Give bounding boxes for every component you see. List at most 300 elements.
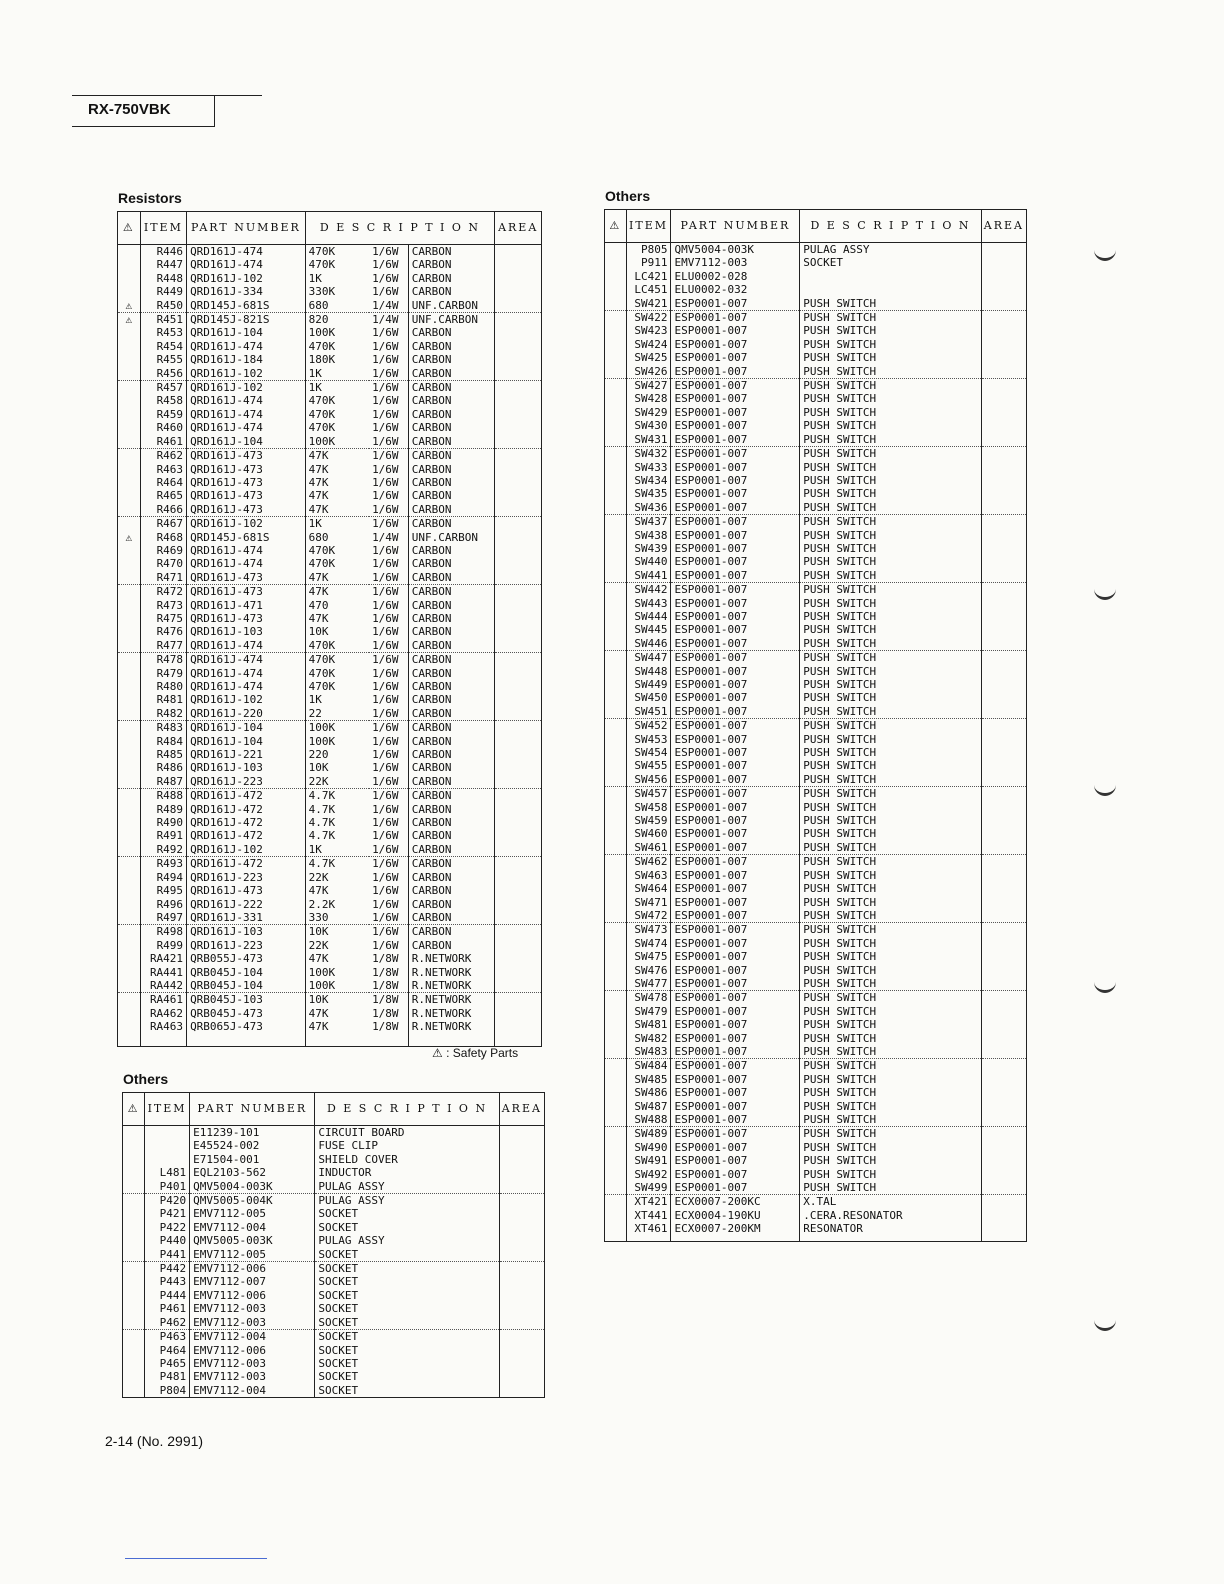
item-cell: R488	[140, 789, 186, 803]
table-row	[605, 597, 1027, 610]
item-cell: R470	[140, 557, 186, 570]
item-cell: SW490	[626, 1141, 671, 1154]
area-cell	[981, 691, 1026, 704]
value-cell: 10K	[308, 761, 329, 775]
power-cell: 1/6W	[369, 571, 408, 585]
resistors-title: Resistors	[118, 190, 182, 206]
table-row	[118, 367, 542, 381]
area-cell	[981, 950, 1026, 963]
power-cell: 1/6W	[369, 476, 408, 489]
description-cell: PUSH SWITCH	[800, 351, 982, 364]
item-cell: P443	[145, 1275, 190, 1288]
safety-mark	[118, 489, 141, 502]
item-cell: SW442	[626, 583, 671, 597]
table-row	[118, 775, 542, 789]
area-cell	[981, 827, 1026, 840]
area-cell	[495, 680, 542, 693]
part-number-cell: QRD161J-473	[187, 612, 306, 625]
power-cell: 1/8W	[369, 966, 408, 979]
description-cell: FUSE CLIP	[315, 1139, 499, 1152]
item-cell: SW433	[626, 461, 671, 474]
description-cell: PUSH SWITCH	[800, 882, 982, 895]
binder-hole-mark	[1094, 248, 1116, 261]
type-cell: CARBON	[408, 735, 495, 748]
type-cell: CARBON	[408, 667, 495, 680]
safety-mark	[605, 801, 627, 814]
area-cell	[499, 1316, 544, 1330]
area-cell	[495, 599, 542, 612]
part-number-cell: EMV7112-006	[190, 1262, 315, 1276]
table-row	[123, 1370, 545, 1383]
description-cell: PUSH SWITCH	[800, 461, 982, 474]
binder-hole-mark	[1094, 587, 1116, 600]
item-cell: R493	[140, 857, 186, 871]
value-cell: 330	[305, 911, 369, 925]
col-safety: ⚠	[123, 1093, 145, 1126]
description-cell: PUSH SWITCH	[800, 392, 982, 405]
part-number-cell: ESP0001-007	[671, 787, 800, 801]
area-cell	[495, 721, 542, 735]
part-number-cell: QRD161J-474	[187, 557, 306, 570]
power-cell: 1/8W	[369, 1007, 408, 1020]
table-row	[605, 351, 1027, 364]
safety-mark	[605, 297, 627, 311]
table-row	[118, 1007, 542, 1020]
resistors-table	[117, 211, 542, 1047]
item-cell: SW483	[626, 1045, 671, 1059]
area-cell	[495, 653, 542, 667]
safety-mark	[118, 653, 141, 667]
power-cell: 1/6W	[369, 939, 408, 952]
safety-mark	[605, 841, 627, 855]
safety-mark	[605, 583, 627, 597]
part-number-cell: QRD161J-334	[187, 285, 306, 298]
area-cell	[981, 447, 1026, 461]
area-cell	[981, 623, 1026, 636]
table-row	[118, 557, 542, 570]
item-cell: R499	[140, 939, 186, 952]
part-number-cell: QRB055J-473	[187, 952, 306, 965]
type-cell: CARBON	[408, 939, 495, 952]
type-cell: CARBON	[408, 748, 495, 761]
safety-mark	[118, 612, 141, 625]
safety-mark	[605, 991, 627, 1005]
part-number-cell: QRD161J-103	[187, 925, 306, 939]
value-cell: 47K	[308, 1020, 329, 1034]
area-cell	[495, 353, 542, 366]
item-cell: SW486	[626, 1086, 671, 1099]
table-row	[605, 461, 1027, 474]
area-cell	[981, 351, 1026, 364]
safety-mark	[123, 1330, 145, 1344]
part-number-cell: ESP0001-007	[671, 1100, 800, 1113]
safety-mark	[605, 447, 627, 461]
part-number-cell: QRD161J-472	[187, 829, 306, 842]
power-cell: 1/6W	[369, 667, 408, 680]
table-row	[605, 977, 1027, 991]
area-cell	[981, 501, 1026, 515]
type-cell: CARBON	[408, 258, 495, 271]
description-cell: PUSH SWITCH	[800, 909, 982, 923]
safety-mark	[605, 338, 627, 351]
part-number-cell: QRD161J-474	[187, 258, 306, 271]
area-cell	[495, 449, 542, 463]
part-number-cell: EMV7112-003	[190, 1302, 315, 1315]
value-cell: 47K	[308, 489, 329, 503]
item-cell: P911	[626, 256, 671, 269]
table-row	[118, 653, 542, 667]
type-cell: CARBON	[408, 585, 495, 599]
safety-mark	[123, 1126, 145, 1140]
item-cell: R480	[140, 680, 186, 693]
item-cell: R479	[140, 667, 186, 680]
safety-mark	[118, 571, 141, 585]
area-cell	[495, 816, 542, 829]
power-cell: 1/8W	[369, 952, 408, 965]
table-row	[605, 1181, 1027, 1195]
part-number-cell: ESP0001-007	[671, 406, 800, 419]
description-cell: PUSH SWITCH	[800, 1045, 982, 1059]
description-cell: PUSH SWITCH	[800, 1154, 982, 1167]
safety-mark	[118, 557, 141, 570]
power-cell: 1/6W	[369, 735, 408, 748]
part-number-cell: QRD161J-471	[187, 599, 306, 612]
description-cell: PUSH SWITCH	[800, 529, 982, 542]
item-cell: R463	[140, 463, 186, 476]
type-cell: R.NETWORK	[408, 952, 495, 965]
type-cell: R.NETWORK	[408, 993, 495, 1007]
safety-mark	[123, 1166, 145, 1179]
power-cell: 1/6W	[369, 340, 408, 353]
value-cell: 22K	[308, 938, 329, 952]
item-cell: SW484	[626, 1059, 671, 1073]
item-cell: RA462	[140, 1007, 186, 1020]
safety-mark	[118, 1020, 141, 1033]
table-row	[123, 1248, 545, 1262]
type-cell: CARBON	[408, 612, 495, 625]
area-cell	[495, 803, 542, 816]
area-cell	[499, 1289, 544, 1302]
type-cell: CARBON	[408, 789, 495, 803]
area-cell	[495, 829, 542, 842]
table-row	[605, 583, 1027, 597]
type-cell: CARBON	[408, 898, 495, 911]
safety-mark	[118, 258, 141, 271]
area-cell	[495, 463, 542, 476]
item-cell: R446	[140, 245, 186, 259]
binder-hole-mark	[1094, 783, 1116, 796]
part-number-cell: QRD161J-472	[187, 816, 306, 829]
part-number-cell: QRD161J-104	[187, 735, 306, 748]
area-cell	[495, 489, 542, 502]
power-cell: 1/6W	[369, 707, 408, 721]
value-cell: 22K	[305, 775, 369, 789]
table-filler	[123, 1397, 545, 1398]
table-row	[605, 1141, 1027, 1154]
safety-mark	[123, 1234, 145, 1247]
value-cell: 47K	[308, 585, 329, 599]
item-cell: R457	[140, 381, 186, 395]
area-cell	[981, 529, 1026, 542]
part-number-cell: ECX0007-200KC	[671, 1195, 800, 1209]
value-cell: 1K	[305, 367, 369, 381]
table-row	[123, 1316, 545, 1330]
part-number-cell: QRB045J-103	[187, 993, 306, 1007]
type-cell: CARBON	[408, 245, 495, 259]
table-row	[118, 503, 542, 517]
part-number-cell: ESP0001-007	[671, 665, 800, 678]
power-cell: 1/6W	[369, 435, 408, 449]
safety-mark	[118, 979, 141, 993]
part-number-cell: QRD161J-472	[187, 857, 306, 871]
description-cell: PUSH SWITCH	[800, 311, 982, 325]
item-cell: RA421	[140, 952, 186, 965]
part-number-cell: ESP0001-007	[671, 487, 800, 500]
value-cell: 330K	[308, 285, 336, 299]
power-cell: 1/6W	[369, 421, 408, 434]
area-cell	[499, 1275, 544, 1288]
description-cell: INDUCTOR	[315, 1166, 499, 1179]
area-cell	[981, 773, 1026, 787]
table-row	[605, 787, 1027, 801]
safety-mark	[118, 952, 141, 965]
item-cell: LC421	[626, 270, 671, 283]
item-cell: R487	[140, 775, 186, 789]
part-number-cell: ESP0001-007	[671, 610, 800, 623]
area-cell	[495, 952, 542, 965]
area-cell	[495, 557, 542, 570]
description-cell: PULAG ASSY	[315, 1234, 499, 1247]
safety-mark	[605, 882, 627, 895]
power-cell: 1/6W	[369, 775, 408, 789]
area-cell	[981, 977, 1026, 991]
item-cell: R464	[140, 476, 186, 489]
area-cell	[495, 313, 542, 327]
value-cell: 100K	[308, 721, 336, 735]
item-cell: RA441	[140, 966, 186, 979]
safety-mark	[605, 1168, 627, 1181]
item-cell: R471	[140, 571, 186, 585]
item-cell: SW423	[626, 324, 671, 337]
col-area: AREA	[981, 210, 1026, 243]
value-cell: 1K	[308, 271, 322, 285]
table-row	[605, 773, 1027, 787]
description-cell: PUSH SWITCH	[800, 515, 982, 529]
safety-mark	[118, 353, 141, 366]
part-number-cell: ESP0001-007	[671, 1059, 800, 1073]
area-cell	[495, 258, 542, 271]
item-cell: SW439	[626, 542, 671, 555]
area-cell	[495, 843, 542, 857]
part-number-cell: ESP0001-007	[671, 569, 800, 583]
table-row	[605, 1195, 1027, 1209]
item-cell: SW476	[626, 964, 671, 977]
safety-mark	[605, 515, 627, 529]
description-cell: PUSH SWITCH	[800, 542, 982, 555]
table-row	[123, 1194, 545, 1208]
area-cell	[495, 857, 542, 871]
table-row	[605, 827, 1027, 840]
col-part-number: PART NUMBER	[190, 1093, 315, 1126]
type-cell: CARBON	[408, 503, 495, 517]
part-number-cell: ESP0001-007	[671, 338, 800, 351]
item-cell: L481	[145, 1166, 190, 1179]
value-cell: 470K	[308, 339, 336, 353]
part-number-cell: ESP0001-007	[671, 461, 800, 474]
table-row	[605, 1154, 1027, 1167]
table-row	[605, 338, 1027, 351]
description-cell: PUSH SWITCH	[800, 801, 982, 814]
safety-mark	[123, 1194, 145, 1208]
item-cell: SW448	[626, 665, 671, 678]
col-description: D E S C R I P T I O N	[800, 210, 982, 243]
table-row	[123, 1221, 545, 1234]
area-cell	[981, 419, 1026, 432]
safety-mark	[605, 705, 627, 719]
part-number-cell: ESP0001-007	[671, 1168, 800, 1181]
table-row	[605, 1127, 1027, 1141]
area-cell	[499, 1344, 544, 1357]
footer-rule	[125, 1558, 267, 1559]
power-cell: 1/6W	[369, 789, 408, 803]
item-cell: R491	[140, 829, 186, 842]
description-cell: PUSH SWITCH	[800, 896, 982, 909]
item-cell: SW478	[626, 991, 671, 1005]
item-cell: SW452	[626, 719, 671, 733]
description-cell: SOCKET	[315, 1330, 499, 1344]
table-row	[118, 952, 542, 965]
item-cell: SW428	[626, 392, 671, 405]
safety-mark	[118, 884, 141, 897]
area-cell	[981, 814, 1026, 827]
item-cell: R477	[140, 639, 186, 653]
part-number-cell: ESP0001-007	[671, 542, 800, 555]
power-cell: 1/6W	[369, 898, 408, 911]
item-cell: R489	[140, 803, 186, 816]
power-cell: 1/6W	[369, 911, 408, 925]
part-number-cell: ESP0001-007	[671, 964, 800, 977]
table-row	[118, 299, 542, 313]
part-number-cell: QRD161J-473	[187, 884, 306, 897]
item-cell: SW434	[626, 474, 671, 487]
table-row	[118, 489, 542, 502]
safety-mark	[118, 599, 141, 612]
description-cell: PUSH SWITCH	[800, 406, 982, 419]
safety-parts-note: ⚠ : Safety Parts	[432, 1046, 519, 1060]
area-cell	[981, 1018, 1026, 1031]
item-cell: SW449	[626, 678, 671, 691]
item-cell: SW443	[626, 597, 671, 610]
safety-mark	[605, 392, 627, 405]
description-cell: PUSH SWITCH	[800, 977, 982, 991]
area-cell	[981, 1168, 1026, 1181]
item-cell: R481	[140, 693, 186, 706]
description-cell: PUSH SWITCH	[800, 869, 982, 882]
safety-mark	[605, 1154, 627, 1167]
safety-mark	[118, 735, 141, 748]
safety-mark	[605, 827, 627, 840]
item-cell: P465	[145, 1357, 190, 1370]
area-cell	[981, 964, 1026, 977]
part-number-cell: QRD161J-103	[187, 761, 306, 774]
item-cell: P441	[145, 1248, 190, 1262]
item-cell: R484	[140, 735, 186, 748]
safety-mark	[605, 529, 627, 542]
item-cell: SW488	[626, 1113, 671, 1127]
power-cell: 1/6W	[369, 761, 408, 774]
area-cell	[499, 1153, 544, 1166]
safety-mark	[605, 733, 627, 746]
power-cell: 1/8W	[369, 993, 408, 1007]
part-number-cell: QRD161J-474	[187, 639, 306, 653]
description-cell: PUSH SWITCH	[800, 623, 982, 636]
table-row	[605, 665, 1027, 678]
item-cell: R473	[140, 599, 186, 612]
description-cell: PUSH SWITCH	[800, 338, 982, 351]
table-row	[118, 979, 542, 993]
safety-mark	[123, 1262, 145, 1276]
part-number-cell: ESP0001-007	[671, 597, 800, 610]
safety-mark	[118, 816, 141, 829]
table-row	[118, 748, 542, 761]
table-row	[605, 324, 1027, 337]
item-cell: P444	[145, 1289, 190, 1302]
part-number-cell: ESP0001-007	[671, 365, 800, 379]
part-number-cell: ESP0001-007	[671, 923, 800, 937]
safety-mark	[118, 829, 141, 842]
part-number-cell: ESP0001-007	[671, 515, 800, 529]
safety-mark	[118, 803, 141, 816]
part-number-cell: QRD161J-220	[187, 707, 306, 721]
item-cell: SW437	[626, 515, 671, 529]
safety-mark	[605, 623, 627, 636]
area-cell	[499, 1166, 544, 1179]
table-row	[605, 419, 1027, 432]
description-cell: PUSH SWITCH	[800, 964, 982, 977]
description-cell: PUSH SWITCH	[800, 1168, 982, 1181]
table-row	[605, 515, 1027, 529]
value-cell: 47K	[308, 449, 329, 463]
item-cell: R461	[140, 435, 186, 449]
item-cell: R478	[140, 653, 186, 667]
power-cell: 1/6W	[369, 857, 408, 871]
table-row	[118, 531, 542, 544]
part-number-cell: ESP0001-007	[671, 555, 800, 568]
value-cell: 1K	[308, 381, 322, 395]
part-number-cell: QMV5004-003K	[671, 243, 800, 257]
part-number-cell: EMV7112-005	[190, 1248, 315, 1262]
area-cell	[981, 542, 1026, 555]
type-cell: CARBON	[408, 285, 495, 298]
safety-mark	[605, 909, 627, 923]
table-row	[123, 1207, 545, 1220]
part-number-cell: QRD161J-223	[187, 775, 306, 789]
description-cell: PUSH SWITCH	[800, 324, 982, 337]
item-cell: SW473	[626, 923, 671, 937]
item-cell: SW477	[626, 977, 671, 991]
item-cell: SW482	[626, 1032, 671, 1045]
table-row	[118, 993, 542, 1007]
part-number-cell: ECX0004-190KU	[671, 1209, 800, 1222]
part-number-cell: ESP0001-007	[671, 351, 800, 364]
item-cell: RA463	[140, 1020, 186, 1033]
table-row	[118, 313, 542, 327]
table-row	[118, 408, 542, 421]
table-row	[118, 285, 542, 298]
table-row	[123, 1180, 545, 1194]
part-number-cell: ESP0001-007	[671, 950, 800, 963]
description-cell: PUSH SWITCH	[800, 691, 982, 704]
